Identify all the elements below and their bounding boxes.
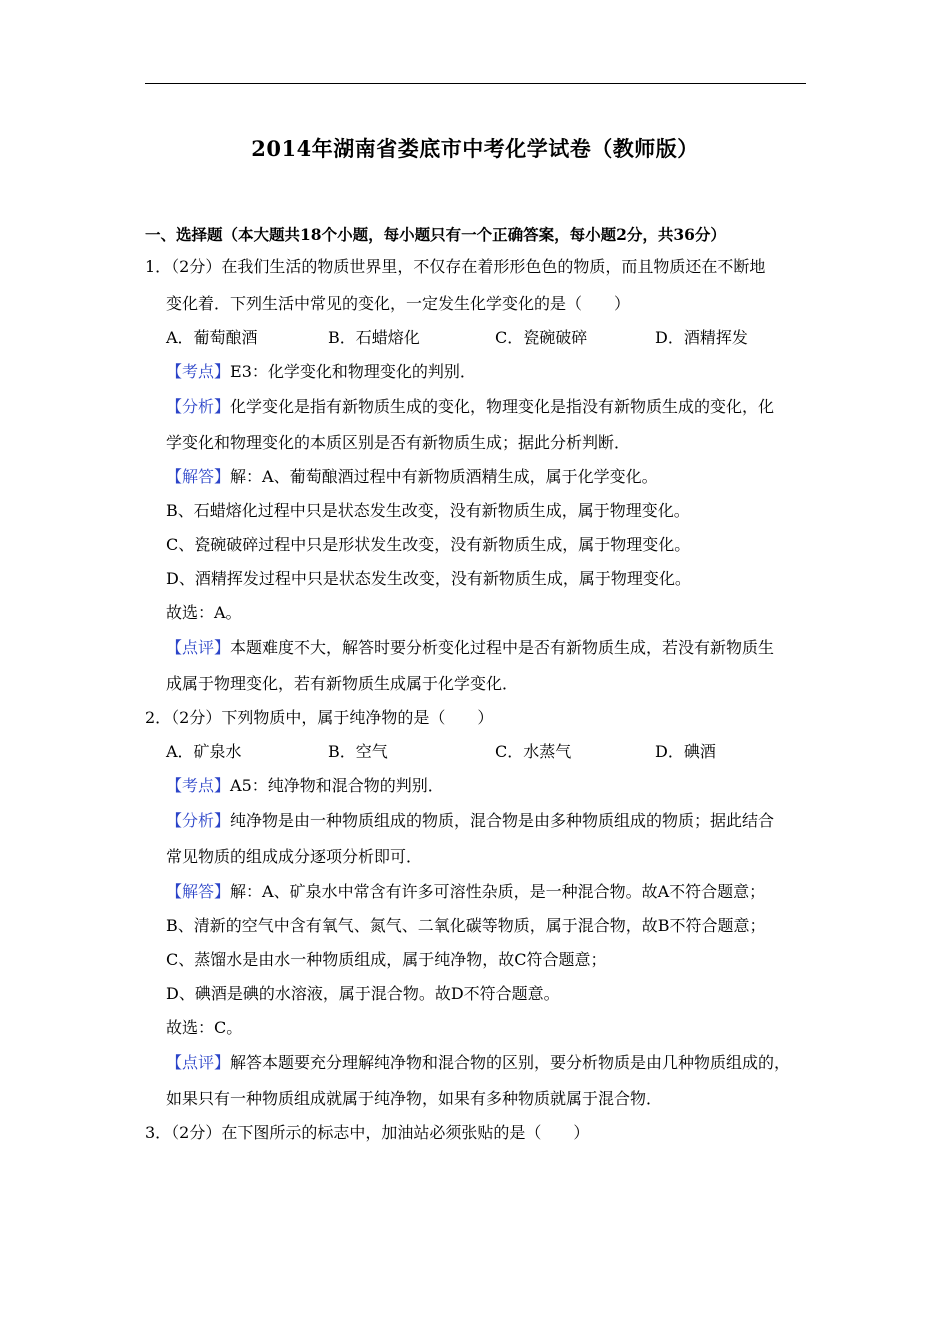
q1-answer: 故选：A。: [166, 603, 242, 622]
q2-jieda-text1: 解：A、矿泉水中常含有许多可溶性杂质，是一种混合物。故A不符合题意；: [230, 882, 766, 901]
kaodian-label: 【考点】: [166, 776, 231, 795]
section-heading: 一、选择题（本大题共18个小题，每小题只有一个正确答案，每小题2分，共36分）: [145, 225, 726, 244]
kaodian-label: 【考点】: [166, 362, 231, 381]
q2-option-d: D．碘酒: [655, 742, 716, 761]
q2-fenxi: [166, 811, 774, 831]
q2-dianping-text1: 解答本题要充分理解纯净物和混合物的区别，要分析物质是由几种物质组成的，: [230, 1053, 791, 1072]
dianping-label: 【点评】: [166, 1053, 231, 1072]
header-rule: [145, 83, 806, 84]
jieda-label: 【解答】: [166, 882, 231, 901]
q1-dianping: [166, 638, 774, 658]
q2-jieda-line2: B、清新的空气中含有氧气、氮气、二氧化碳等物质，属于混合物，故B不符合题意；: [166, 916, 766, 935]
q2-fenxi-line2: 常见物质的组成成分逐项分析即可．: [166, 847, 423, 866]
q2-stem: 2．（2分）下列物质中，属于纯净物的是（ ）: [145, 708, 494, 727]
q2-option-b: B．空气: [328, 742, 388, 761]
q2-fenxi-text1: 纯净物是由一种物质组成的物质，混合物是由多种物质组成的物质；据此结合: [230, 811, 775, 830]
q1-option-a: A．葡萄酿酒: [166, 328, 258, 347]
q2-jieda-line4: D、碘酒是碘的水溶液，属于混合物。故D不符合题意。: [166, 984, 560, 1003]
q1-fenxi-line2: 学变化和物理变化的本质区别是否有新物质生成；据此分析判断．: [166, 433, 631, 452]
q1-jieda-line2: B、石蜡熔化过程中只是状态发生改变，没有新物质生成，属于物理变化。: [166, 501, 690, 520]
q1-option-b: B．石蜡熔化: [328, 328, 420, 347]
q1-jieda: [166, 467, 658, 487]
page-title: 2014年湖南省娄底市中考化学试卷（教师版）: [251, 136, 699, 161]
q1-option-c: C．瓷碗破碎: [495, 328, 588, 347]
q1-kaodian: [166, 362, 476, 382]
fenxi-label: 【分析】: [166, 397, 231, 416]
q2-kaodian-text: A5：纯净物和混合物的判别．: [230, 776, 444, 795]
q2-answer: 故选：C。: [166, 1018, 243, 1037]
q2-dianping-line2: 如果只有一种物质组成就属于纯净物，如果有多种物质就属于混合物．: [166, 1089, 663, 1108]
q1-kaodian-text: E3：化学变化和物理变化的判别．: [230, 362, 476, 381]
fenxi-label: 【分析】: [166, 811, 231, 830]
dianping-label: 【点评】: [166, 638, 231, 657]
q2-dianping: [166, 1053, 790, 1073]
q1-fenxi-text1: 化学变化是指有新物质生成的变化，物理变化是指没有新物质生成的变化，化: [230, 397, 775, 416]
q1-dianping-text1: 本题难度不大，解答时要分析变化过程中是否有新物质生成，若没有新物质生: [230, 638, 775, 657]
q1-jieda-text1: 解：A、葡萄酿酒过程中有新物质酒精生成，属于化学变化。: [230, 467, 658, 486]
q3-stem: 3．（2分）在下图所示的标志中，加油站必须张贴的是（ ）: [145, 1123, 590, 1142]
jieda-label: 【解答】: [166, 467, 231, 486]
q2-option-c: C．水蒸气: [495, 742, 572, 761]
q1-stem-line2: 变化着．下列生活中常见的变化，一定发生化学变化的是（ ）: [166, 294, 631, 313]
q2-jieda-line3: C、蒸馏水是由水一种物质组成，属于纯净物，故C符合题意；: [166, 950, 607, 969]
q1-stem-line1: 1．（2分）在我们生活的物质世界里，不仅存在着形形色色的物质，而且物质还在不断地: [145, 257, 766, 276]
q1-dianping-line2: 成属于物理变化，若有新物质生成属于化学变化．: [166, 674, 519, 693]
q1-option-d: D．酒精挥发: [655, 328, 748, 347]
q2-kaodian: [166, 776, 444, 796]
q2-jieda: [166, 882, 765, 902]
q1-jieda-line4: D、酒精挥发过程中只是状态发生改变，没有新物质生成，属于物理变化。: [166, 569, 691, 588]
q1-fenxi: [166, 397, 774, 417]
q2-option-a: A．矿泉水: [166, 742, 242, 761]
q1-jieda-line3: C、瓷碗破碎过程中只是形状发生改变，没有新物质生成，属于物理变化。: [166, 535, 691, 554]
